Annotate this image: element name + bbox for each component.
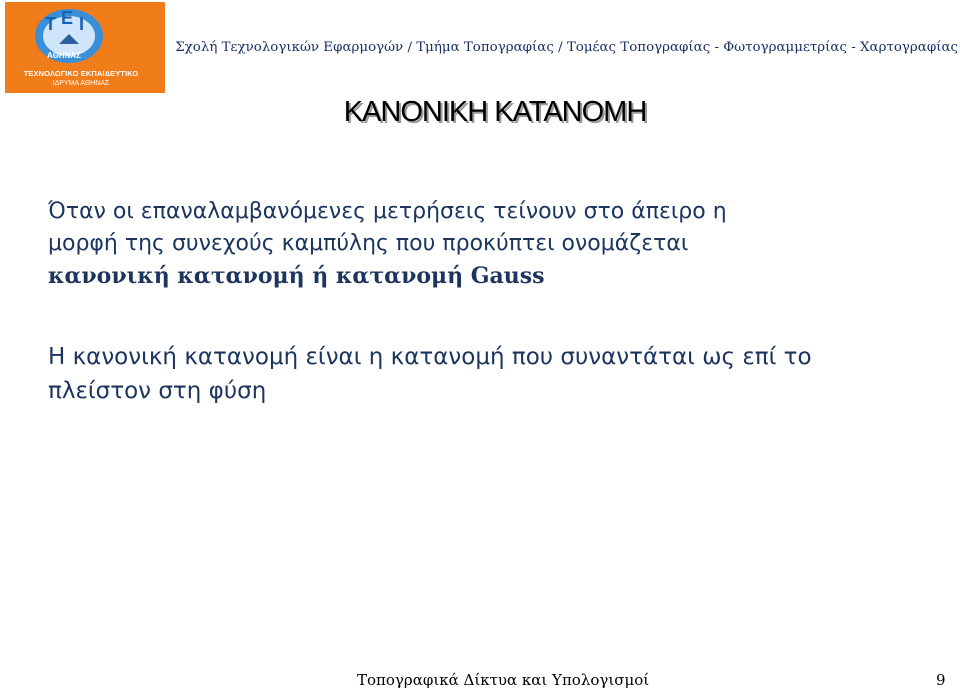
paragraph-2-line-1: Η κανονική κατανομή είναι η κατανομή που συναντάται ως επί το xyxy=(48,344,812,370)
paragraph-2 xyxy=(48,340,948,408)
logo-line-1: ΤΕΧΝΟΛΟΓΙΚΟ ΕΚΠΑΙΔΕΥΤΙΚΟ xyxy=(23,69,139,78)
paragraph-1-line-1: Όταν οι επαναλαμβανόμενες μετρήσεις τείνουν στο άπειρο η xyxy=(48,199,727,224)
svg-text:T: T xyxy=(45,14,56,34)
page-number: 9 xyxy=(936,671,946,689)
svg-text:ΑΘΗΝΑΣ: ΑΘΗΝΑΣ xyxy=(47,51,81,60)
paragraph-1 xyxy=(48,196,928,292)
header-breadcrumb: Σχολή Τεχνολογικών Εφαρμογών / Τμήμα Τοπογραφίας / Τομέας Τοπογραφίας - Φωτογραμμετρίας - Χαρτογραφίας xyxy=(175,40,958,55)
institution-logo xyxy=(5,2,165,93)
tei-emblem-icon xyxy=(23,4,115,66)
paragraph-2-line-2: πλείστον στη φύση xyxy=(48,378,267,404)
slide-title: ΚΑΝΟΝΙΚΗ ΚΑΤΑΝΟΜΗ xyxy=(343,96,647,128)
svg-text:E: E xyxy=(61,8,74,28)
paragraph-1-line-2: μορφή της συνεχούς καμπύλης που προκύπτει ονομάζεται xyxy=(48,231,689,256)
svg-text:I: I xyxy=(79,14,85,34)
logo-line-2: ΙΔΡΥΜΑ ΑΘΗΝΑΣ xyxy=(52,80,110,87)
paragraph-1-bold-line: κανονική κατανομή ή κατανομή Gauss xyxy=(48,263,545,289)
footer-title: Τοπογραφικά Δίκτυα και Υπολογισμοί xyxy=(357,671,650,689)
